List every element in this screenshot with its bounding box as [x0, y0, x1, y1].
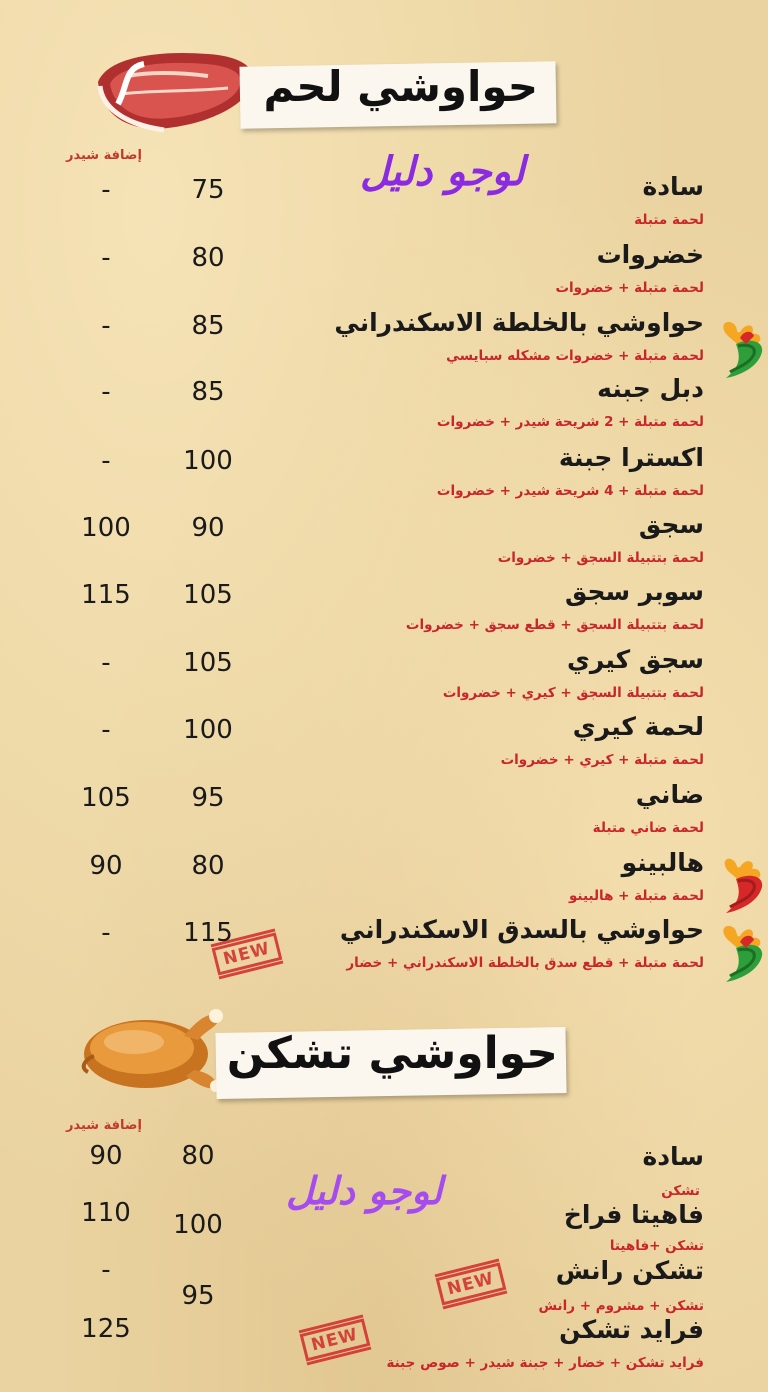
meat-price: 105	[183, 580, 233, 610]
meat-item-name: سادة	[642, 172, 704, 201]
chicken-item-name: تشكن رانش	[555, 1256, 704, 1285]
roast-chicken-icon	[74, 996, 224, 1094]
meat-item-desc: لحمة متبلة + 2 شريحة شيدر + خضروات	[436, 414, 704, 430]
chicken-item-desc: تشكن	[661, 1183, 700, 1199]
steak-icon	[88, 42, 260, 134]
meat-item-name: سجق	[638, 510, 704, 539]
new-stamp: NEW	[436, 1262, 506, 1305]
chicken-price: 100	[173, 1210, 223, 1240]
meat-item-desc: لحمة متبلة + قطع سدق بالخلطة الاسكندراني + خضار	[346, 955, 704, 971]
meat-section-title: حواوشي لحم	[263, 62, 538, 111]
meat-item-desc: لحمة ضاني متبلة	[592, 820, 704, 836]
meat-price: 100	[183, 446, 233, 476]
chicken-cheddar-price: -	[101, 1255, 111, 1285]
meat-item-name: ضاني	[635, 780, 704, 809]
meat-cheddar-price: 115	[81, 580, 131, 610]
meat-cheddar-price: -	[101, 715, 111, 745]
meat-item-desc: لحمة متبلة + خضروات	[555, 280, 704, 296]
meat-cheddar-price: -	[101, 243, 111, 273]
meat-price: 75	[191, 175, 225, 205]
new-stamp: NEW	[300, 1318, 370, 1361]
meat-price: 90	[191, 513, 225, 543]
meat-item-desc: لحمة متبلة + هالبينو	[568, 888, 704, 904]
hot-pepper-icon	[718, 922, 768, 984]
meat-item-name: خضروات	[596, 240, 704, 269]
chicken-price: 80	[181, 1141, 215, 1171]
meat-item-name: هالبينو	[621, 848, 704, 877]
meat-cheddar-header: إضافة شيدر	[66, 148, 142, 163]
hot-pepper-icon	[718, 318, 768, 380]
meat-item-desc: لحمة متبلة	[634, 212, 704, 228]
meat-item-name: لحمة كيري	[572, 712, 704, 741]
meat-cheddar-price: 90	[89, 851, 123, 881]
meat-cheddar-price: -	[101, 918, 111, 948]
meat-item-desc: لحمة بتتبيلة السجق + كيري + خضروات	[442, 685, 704, 701]
hot-pepper-icon	[718, 855, 768, 915]
chicken-item-desc: تشكن +فاهيتا	[609, 1238, 704, 1254]
chicken-section-title: حواوشي تشكن	[226, 1028, 558, 1079]
meat-price: 115	[183, 918, 233, 948]
chicken-cheddar-price: 110	[81, 1198, 131, 1228]
meat-cheddar-price: -	[101, 648, 111, 678]
meat-cheddar-price: 100	[81, 513, 131, 543]
meat-item-name: اكسترا جبنة	[558, 443, 704, 472]
meat-price: 80	[191, 243, 225, 273]
meat-cheddar-price: -	[101, 377, 111, 407]
meat-price: 95	[191, 783, 225, 813]
chicken-item-name: فرايد تشكن	[559, 1315, 704, 1344]
meat-cheddar-price: 105	[81, 783, 131, 813]
chicken-item-name: سادة	[642, 1142, 704, 1171]
meat-cheddar-price: -	[101, 175, 111, 205]
chicken-logo-placeholder: لوجو دليل	[286, 1168, 443, 1213]
chicken-cheddar-price: 90	[89, 1141, 123, 1171]
meat-item-name: سوبر سجق	[564, 577, 704, 606]
meat-item-desc: لحمة متبلة + 4 شريحة شيدر + خضروات	[436, 483, 704, 499]
meat-item-desc: لحمة بتتبيلة السجق + خضروات	[497, 550, 704, 566]
chicken-price: 95	[181, 1281, 215, 1311]
meat-price: 85	[191, 377, 225, 407]
meat-cheddar-price: -	[101, 446, 111, 476]
meat-item-name: دبل جبنه	[597, 374, 704, 403]
meat-price: 105	[183, 648, 233, 678]
meat-item-desc: لحمة متبلة + خضروات مشكله سبايسي	[446, 348, 704, 364]
chicken-item-desc: تشكن + مشروم + رانش	[538, 1298, 704, 1314]
meat-item-name: حواوشي بالخلطة الاسكندراني	[334, 308, 704, 337]
meat-item-desc: لحمة متبلة + كيري + خضروات	[500, 752, 704, 768]
meat-price: 80	[191, 851, 225, 881]
chicken-cheddar-price: 125	[81, 1314, 131, 1344]
meat-item-name: حواوشي بالسدق الاسكندراني	[339, 915, 704, 944]
chicken-item-desc: فرايد تشكن + خضار + جبنة شيدر + صوص جبنة	[386, 1355, 704, 1371]
meat-cheddar-price: -	[101, 311, 111, 341]
new-stamp: NEW	[212, 932, 282, 975]
chicken-cheddar-header: إضافة شيدر	[66, 1118, 142, 1133]
meat-logo-placeholder: لوجو دليل	[360, 148, 525, 195]
meat-price: 100	[183, 715, 233, 745]
chicken-item-name: فاهيتا فراخ	[563, 1200, 704, 1229]
meat-item-desc: لحمة بتتبيلة السجق + قطع سجق + خضروات	[405, 617, 704, 633]
meat-item-name: سجق كيري	[566, 645, 704, 674]
meat-price: 85	[191, 311, 225, 341]
